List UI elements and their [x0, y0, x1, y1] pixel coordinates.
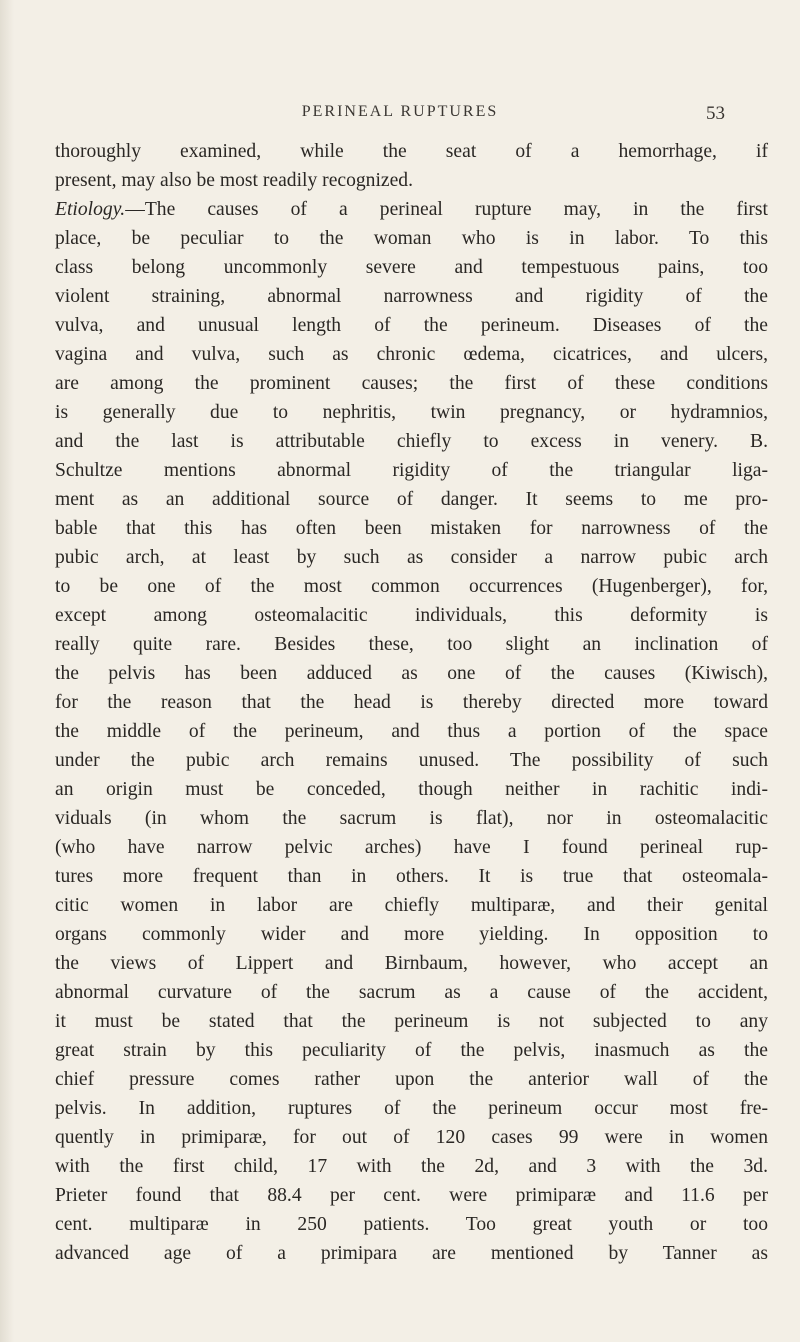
text-line: organs commonly wider and more yielding. In opposition to: [55, 924, 768, 945]
text-line: bable that this has often been mistaken for narrowness of the: [55, 518, 768, 539]
text-line: thoroughly examined, while the seat of a hemorrhage, if: [55, 141, 768, 162]
text-line: viduals (in whom the sacrum is flat), nor in osteomalacitic: [55, 808, 768, 829]
text-line: an origin must be conceded, though neither in rachitic indi-: [55, 779, 768, 800]
text-line: abnormal curvature of the sacrum as a cause of the accident,: [55, 982, 768, 1003]
text-line: quently in primiparæ, for out of 120 cases 99 were in women: [55, 1127, 768, 1148]
text-line: vulva, and unusual length of the perineum. Diseases of the: [55, 315, 768, 336]
text-line: advanced age of a primipara are mentioned by Tanner as: [55, 1243, 768, 1264]
text-line: for the reason that the head is thereby directed more toward: [55, 692, 768, 713]
text-line: cent. multiparæ in 250 patients. Too great youth or too: [55, 1214, 768, 1235]
text-line: the pelvis has been adduced as one of the causes (Kiwisch),: [55, 663, 768, 684]
text-line: place, be peculiar to the woman who is in labor. To this: [55, 228, 768, 249]
running-title: PERINEAL RUPTURES: [301, 103, 499, 120]
text-line: are among the prominent causes; the first of these conditions: [55, 373, 768, 394]
text-line: violent straining, abnormal narrowness and rigidity of the: [55, 286, 768, 307]
text-line: Schultze mentions abnormal rigidity of the triangular liga-: [55, 460, 768, 481]
text-line: with the first child, 17 with the 2d, and 3 with the 3d.: [55, 1156, 768, 1177]
text-line: class belong uncommonly severe and tempestuous pains, too: [55, 257, 768, 278]
text-line: tures more frequent than in others. It is true that osteomala-: [55, 866, 768, 887]
text-line: under the pubic arch remains unused. The possibility of such: [55, 750, 768, 771]
text-line: pelvis. In addition, ruptures of the perineum occur most fre-: [55, 1098, 768, 1119]
text-line: pubic arch, at least by such as consider a narrow pubic arch: [55, 547, 768, 568]
text-line: and the last is attributable chiefly to excess in venery. B.: [55, 431, 768, 452]
page-number: 53: [706, 103, 725, 124]
body-text: [55, 137, 768, 1268]
text-line: ment as an additional source of danger. It seems to me pro-: [55, 489, 768, 510]
text-line: the middle of the perineum, and thus a portion of the space: [55, 721, 768, 742]
text-line: present, may also be most readily recognized.: [55, 170, 414, 191]
text-line: great strain by this peculiarity of the pelvis, inasmuch as the: [55, 1040, 768, 1061]
text-line: Etiology.—The causes of a perineal rupture may, in the first: [55, 199, 768, 220]
page-edge: [0, 0, 14, 1342]
text-line: Prieter found that 88.4 per cent. were primiparæ and 11.6 per: [55, 1185, 768, 1206]
text-line: vagina and vulva, such as chronic œdema, cicatrices, and ulcers,: [55, 344, 768, 365]
text-line: except among osteomalacitic individuals, this deformity is: [55, 605, 768, 626]
text-line: really quite rare. Besides these, too slight an inclination of: [55, 634, 768, 655]
text-line: it must be stated that the perineum is not subjected to any: [55, 1011, 768, 1032]
text-line: is generally due to nephritis, twin pregnancy, or hydramnios,: [55, 402, 768, 423]
section-heading: Etiology.: [55, 199, 126, 220]
running-head: [0, 103, 800, 127]
text-line: the views of Lippert and Birnbaum, however, who accept an: [55, 953, 768, 974]
text-line: (who have narrow pelvic arches) have I found perineal rup-: [55, 837, 768, 858]
text-line: to be one of the most common occurrences (Hugenberger), for,: [55, 576, 768, 597]
text-line: chief pressure comes rather upon the anterior wall of the: [55, 1069, 768, 1090]
text-line: citic women in labor are chiefly multiparæ, and their genital: [55, 895, 768, 916]
